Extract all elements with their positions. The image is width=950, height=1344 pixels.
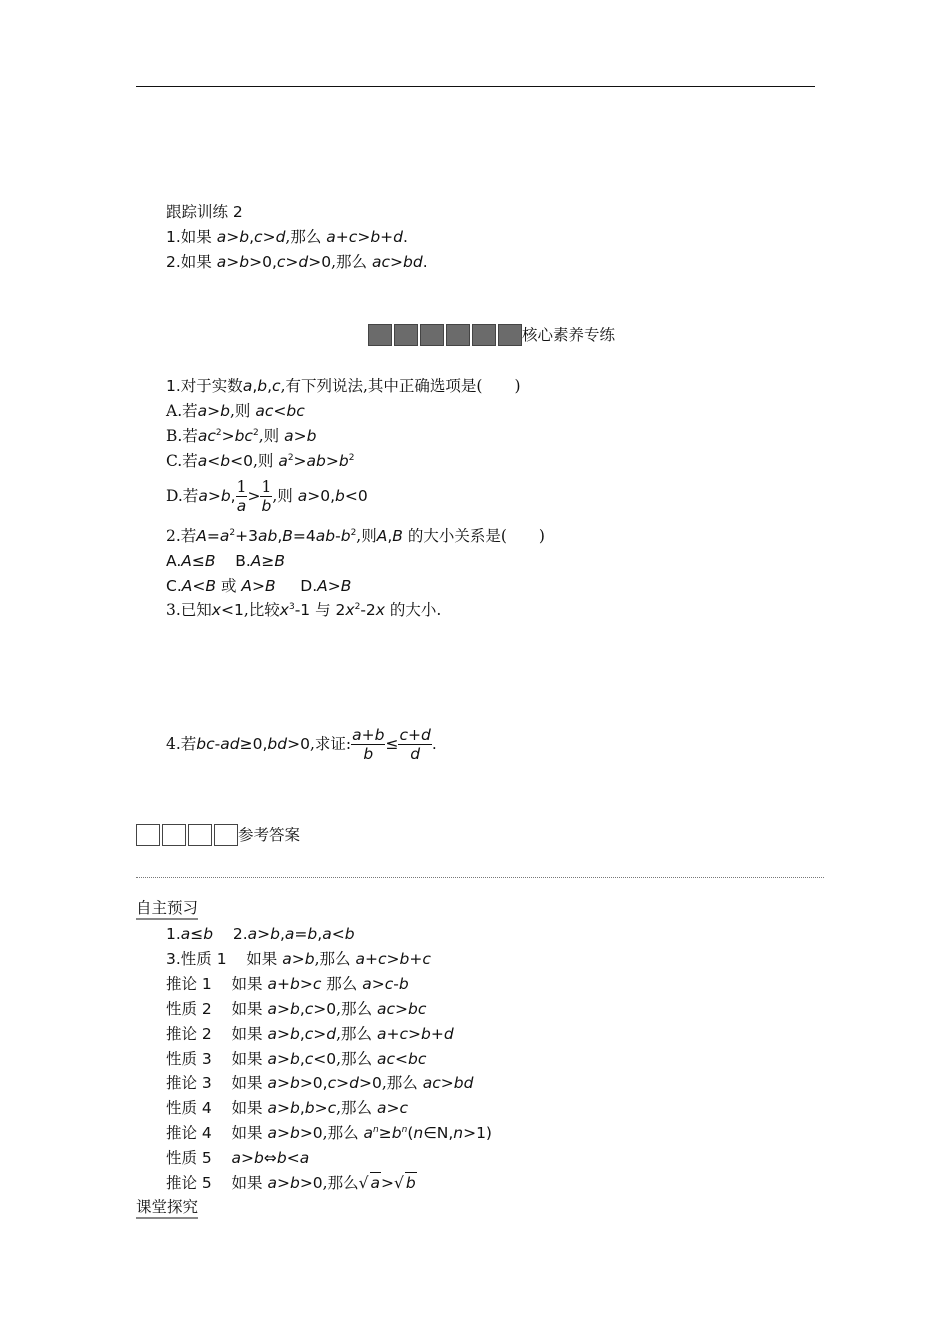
- tracking-title: 跟踪训练 2: [166, 203, 243, 221]
- banner-block: [446, 324, 470, 346]
- tracking-item-2: 2.如果 a>b>0,c>d>0,那么 ac>bd.: [166, 253, 428, 271]
- answers-title: 参考答案: [238, 826, 301, 844]
- q1-option-b: B.若$ac^2>bc^2$,则 a>b: [166, 427, 317, 445]
- q1-stem: 1.对于实数a,b,c,有下列说法,其中正确选项是( ): [166, 377, 521, 395]
- core-practice-title: 核心素养专练: [522, 326, 616, 344]
- core-practice-banner: [368, 324, 615, 346]
- self-study-tag: 自主预习: [136, 898, 198, 920]
- banner-block: [136, 824, 160, 846]
- banner-block: [420, 324, 444, 346]
- banner-block: [188, 824, 212, 846]
- banner-block: [472, 324, 496, 346]
- classroom-tag: 课堂探究: [136, 1197, 198, 1219]
- q4-stem: 4.若bc-ad≥0,bd>0,求证: $\frac{a+b}{b}$ ≤ $\frac{c+d}{d}$ .: [166, 726, 437, 763]
- banner-block: [162, 824, 186, 846]
- banner-block: [394, 324, 418, 346]
- answer-property-4: 性质 4 如果 a>b,b>c,那么 a>c: [166, 1099, 409, 1117]
- answers-divider: [136, 877, 824, 878]
- answer-corollary-4: 推论 4 如果 a>b>0,那么 $a^n\ge b^n(n\in N,n>1)$: [166, 1124, 492, 1142]
- q3-stem: 3.已知x<1,比较$x^3-1$ 与 $2x^2-2x$ 的大小.: [166, 601, 442, 619]
- q2-options-cd: C.A<B 或 A>B D.A>B: [166, 577, 352, 595]
- answer-property-2: 性质 2 如果 a>b,c>0,那么 ac>bc: [166, 1000, 427, 1018]
- answer-corollary-2: 推论 2 如果 a>b,c>d,那么 a+c>b+d: [166, 1025, 454, 1043]
- q1-option-c: C.若a<b<0,则 $a^2>ab>b^2$: [166, 452, 355, 470]
- q1-option-a: A.若a>b,则 ac<bc: [166, 402, 305, 420]
- header-rule: [136, 86, 815, 87]
- tracking-item-1: 1.如果 a>b,c>d,那么 a+c>b+d.: [166, 228, 408, 246]
- q1-option-d: D.若a>b, $\frac{1}{a}$ > $\frac{1}{b}$ ,则 a>0,b<0: [166, 478, 368, 515]
- answer-corollary-5: 推论 5 如果 a>b>0,那么√ a>√ b: [166, 1174, 416, 1192]
- answer-line-1: 1.a≤b 2.a>b,a=b,a<b: [166, 925, 355, 943]
- banner-block: [368, 324, 392, 346]
- answers-banner: [136, 824, 300, 846]
- answer-property-3: 性质 3 如果 a>b,c<0,那么 ac<bc: [166, 1050, 427, 1068]
- banner-block: [214, 824, 238, 846]
- q2-stem: 2.若$A=a^2+3ab,B=4ab-b^2$,则A,B 的大小关系是( ): [166, 527, 545, 545]
- answer-property-5: 性质 5 a>b⇔b<a: [166, 1149, 310, 1167]
- answer-corollary-3: 推论 3 如果 a>b>0,c>d>0,那么 ac>bd: [166, 1074, 474, 1092]
- q2-options-ab: A.A≤B B.A≥B: [166, 552, 286, 570]
- banner-block: [498, 324, 522, 346]
- answer-property-1: 3.性质 1 如果 a>b,那么 a+c>b+c: [166, 950, 431, 968]
- answer-corollary-1: 推论 1 如果 a+b>c 那么 a>c-b: [166, 975, 409, 993]
